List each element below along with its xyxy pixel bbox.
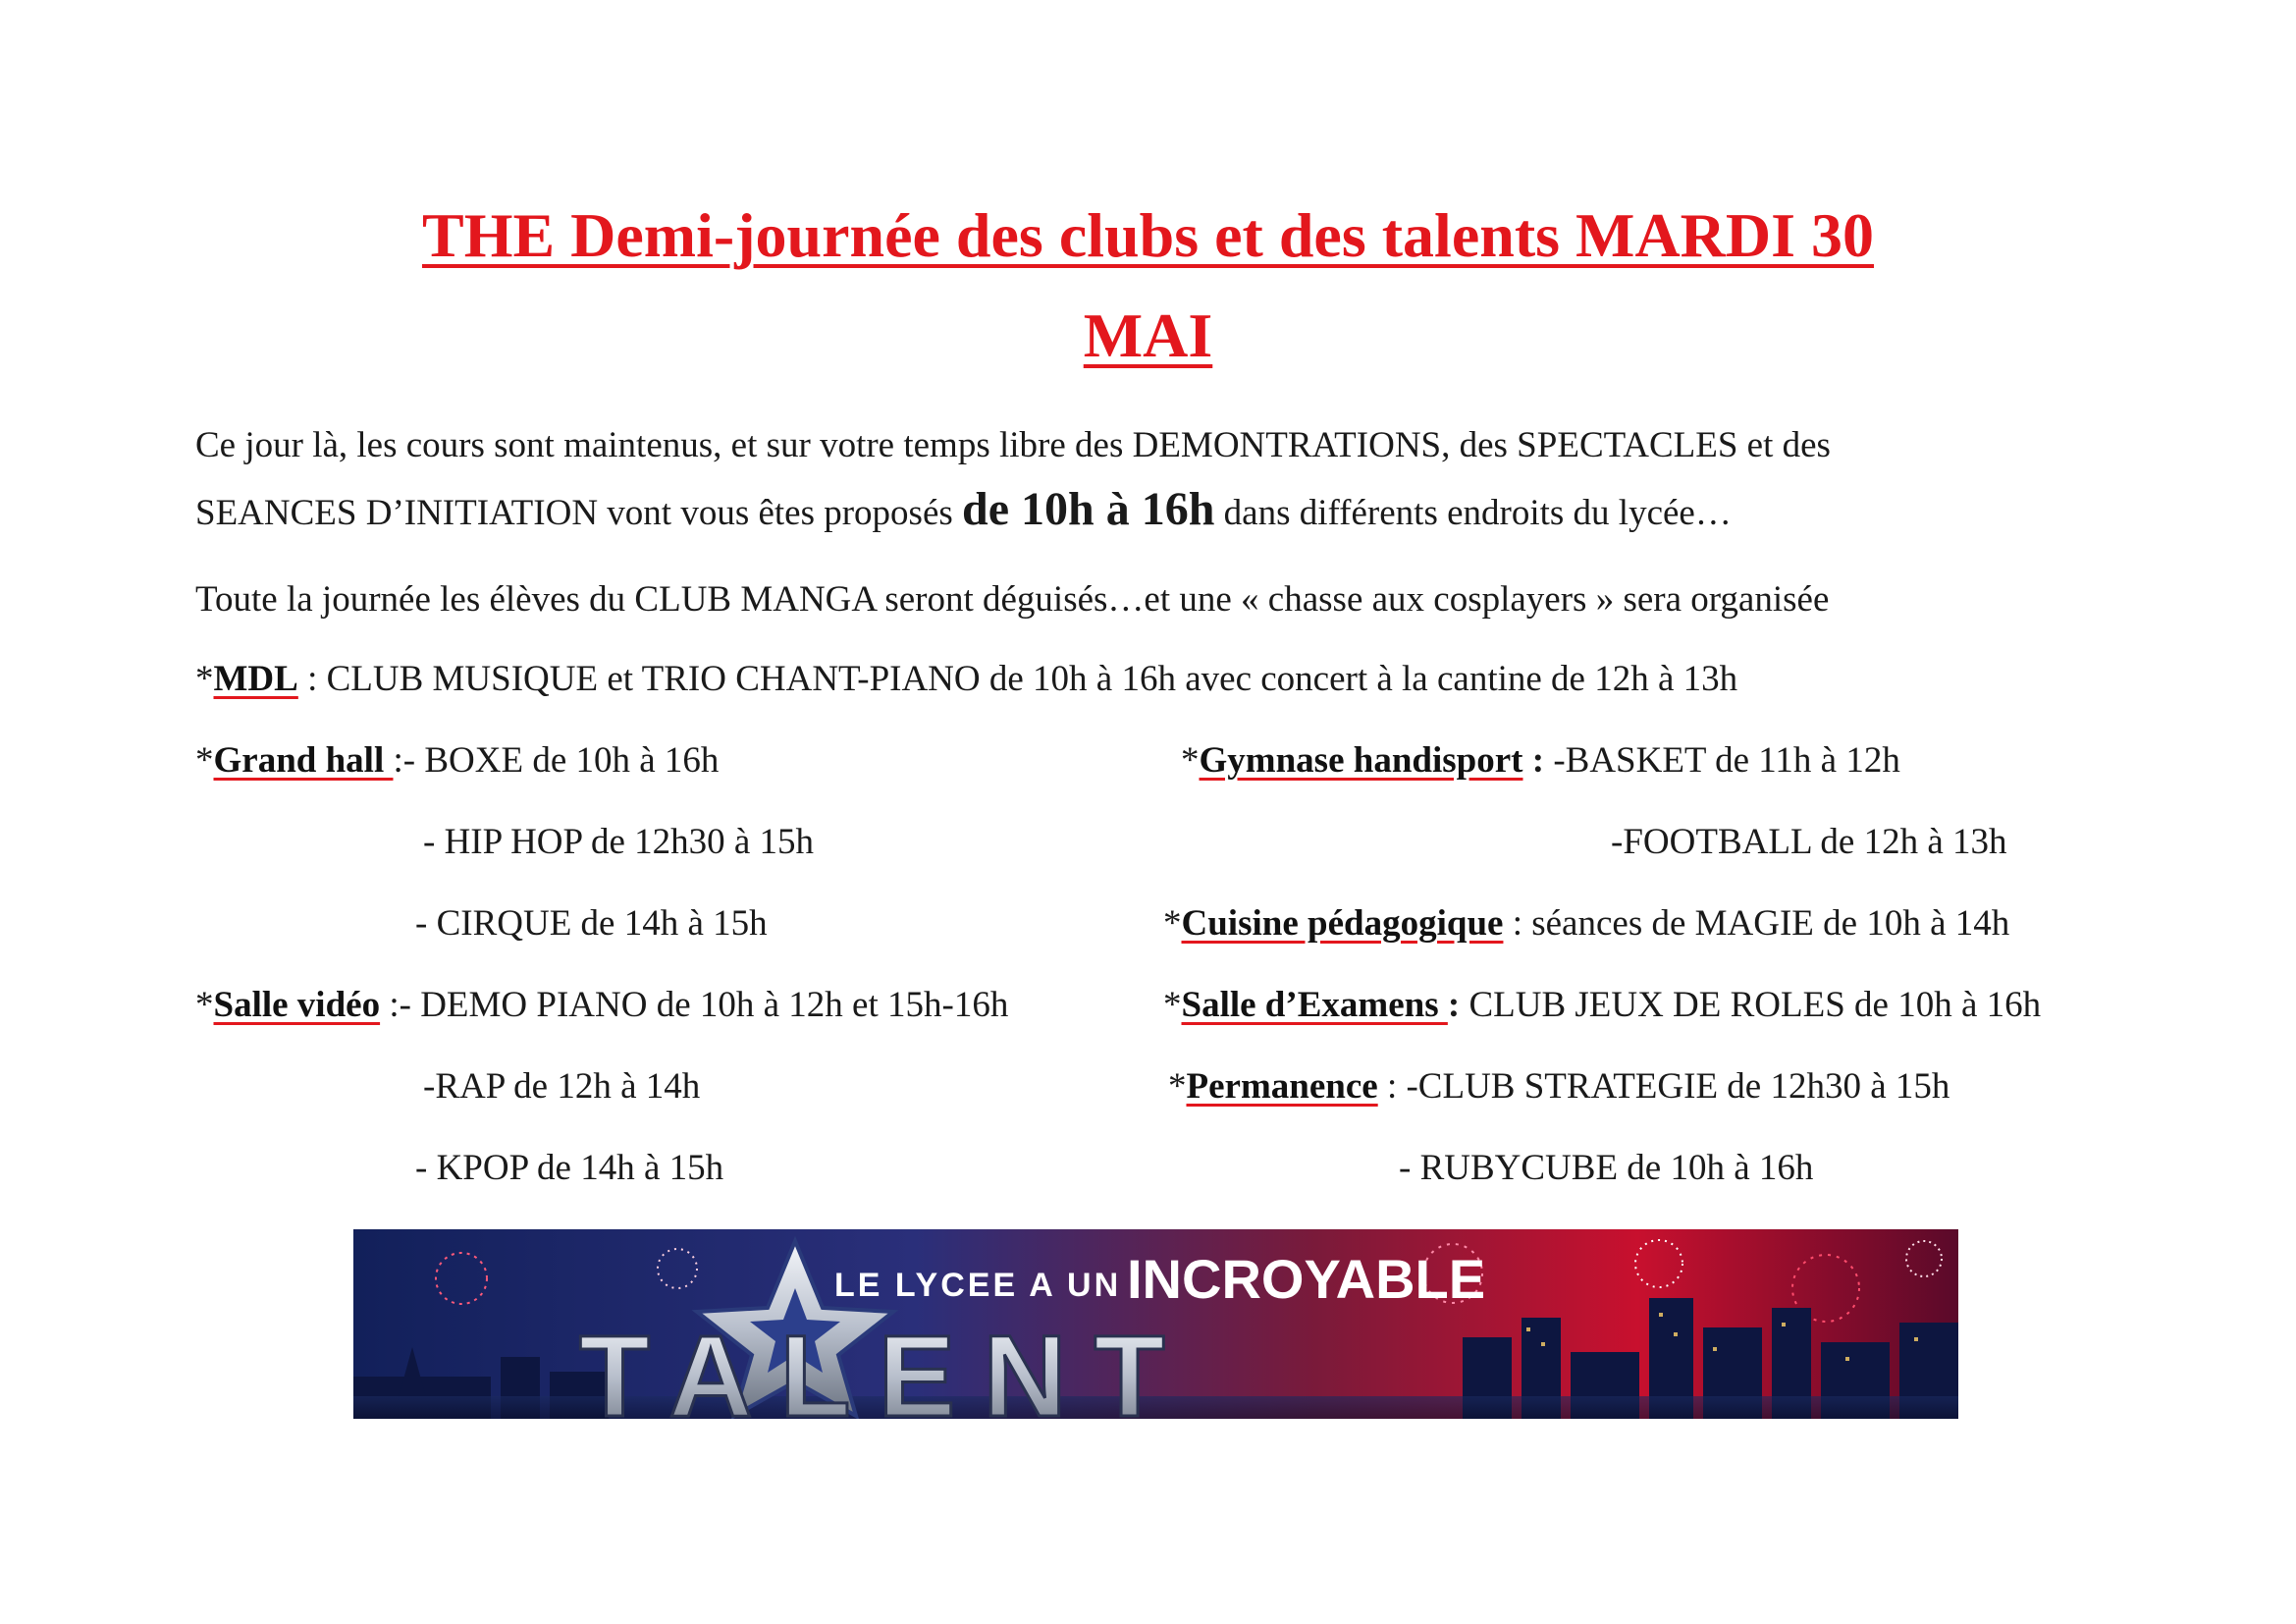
talent-banner — [353, 1229, 1958, 1419]
intro-hours: de 10h à 16h — [962, 483, 1215, 535]
cuisine-star: * — [1163, 903, 1182, 944]
mdl-label: MDL — [213, 659, 298, 699]
mdl-line — [195, 656, 1737, 703]
grand-hall-item-1: :- BOXE de 10h à 16h — [393, 740, 720, 781]
permanence-line — [1168, 1063, 1949, 1110]
gymnase-item-2: -FOOTBALL de 12h à 13h — [1611, 822, 2007, 862]
mdl-text: : CLUB MUSIQUE et TRIO CHANT-PIANO de 10h à 16h avec concert à la cantine de 12h à 13h — [297, 659, 1738, 699]
gymnase-star: * — [1181, 740, 1200, 781]
cuisine-line — [1163, 900, 2009, 947]
examens-star: * — [1163, 985, 1182, 1025]
salle-video-star: * — [195, 985, 214, 1025]
grand-hall-line — [195, 737, 719, 785]
permanence-label: Permanence — [1186, 1066, 1378, 1107]
examens-line — [1163, 982, 2041, 1029]
intro-line-2-start: SEANCES D’INITIATION vont vous êtes proposés — [195, 493, 963, 533]
mdl-star: * — [195, 659, 214, 699]
manga-line: Toute la journée les élèves du CLUB MANGA seront déguisés…et une « chasse aux cosplayers » sera organisée — [195, 579, 1830, 620]
examens-label: Salle d’Examens — [1181, 985, 1448, 1025]
title-line-2: MAI — [1083, 300, 1213, 370]
intro-line-2 — [195, 483, 1732, 537]
banner-small-text: LE LYCEE A UN — [834, 1267, 1122, 1304]
permanence-item-2: - RUBYCUBE de 10h à 16h — [1399, 1148, 1814, 1188]
salle-video-label: Salle vidéo — [213, 985, 381, 1025]
intro-line-2-end: dans différents endroits du lycée… — [1214, 493, 1732, 533]
banner-big-text: INCROYABLE — [1127, 1248, 1486, 1310]
intro-line-1: Ce jour là, les cours sont maintenus, et sur votre temps libre des DEMONTRATIONS, des SPECTACLES et des — [195, 425, 1831, 465]
banner-talent-text: TALENT — [579, 1312, 1193, 1419]
cuisine-label: Cuisine pédagogique — [1181, 903, 1504, 944]
examens-colon: : — [1447, 985, 1469, 1025]
grand-hall-star: * — [195, 740, 214, 781]
salle-video-item-3: - KPOP de 14h à 15h — [415, 1148, 724, 1188]
cuisine-text: : séances de MAGIE de 10h à 14h — [1503, 903, 2010, 944]
grand-hall-item-3: - CIRQUE de 14h à 15h — [415, 903, 768, 944]
salle-video-item-1: :- DEMO PIANO de 10h à 12h et 15h-16h — [380, 985, 1009, 1025]
examens-text: CLUB JEUX DE ROLES de 10h à 16h — [1468, 985, 2042, 1025]
salle-video-item-2: -RAP de 12h à 14h — [423, 1066, 701, 1107]
grand-hall-label: Grand hall — [213, 740, 394, 781]
grand-hall-item-2: - HIP HOP de 12h30 à 15h — [423, 822, 815, 862]
permanence-star: * — [1168, 1066, 1187, 1107]
gymnase-colon: : — [1522, 740, 1554, 781]
gymnase-line — [1181, 737, 1900, 785]
salle-video-line — [195, 982, 1008, 1029]
gymnase-label: Gymnase handisport — [1199, 740, 1523, 781]
gymnase-item-1: -BASKET de 11h à 12h — [1553, 740, 1900, 781]
banner-graphic — [353, 1229, 1958, 1419]
title-line-1: THE Demi-journée des clubs et des talents MARDI 30 — [422, 200, 1874, 270]
permanence-item-1: : -CLUB STRATEGIE de 12h30 à 15h — [1377, 1066, 1950, 1107]
